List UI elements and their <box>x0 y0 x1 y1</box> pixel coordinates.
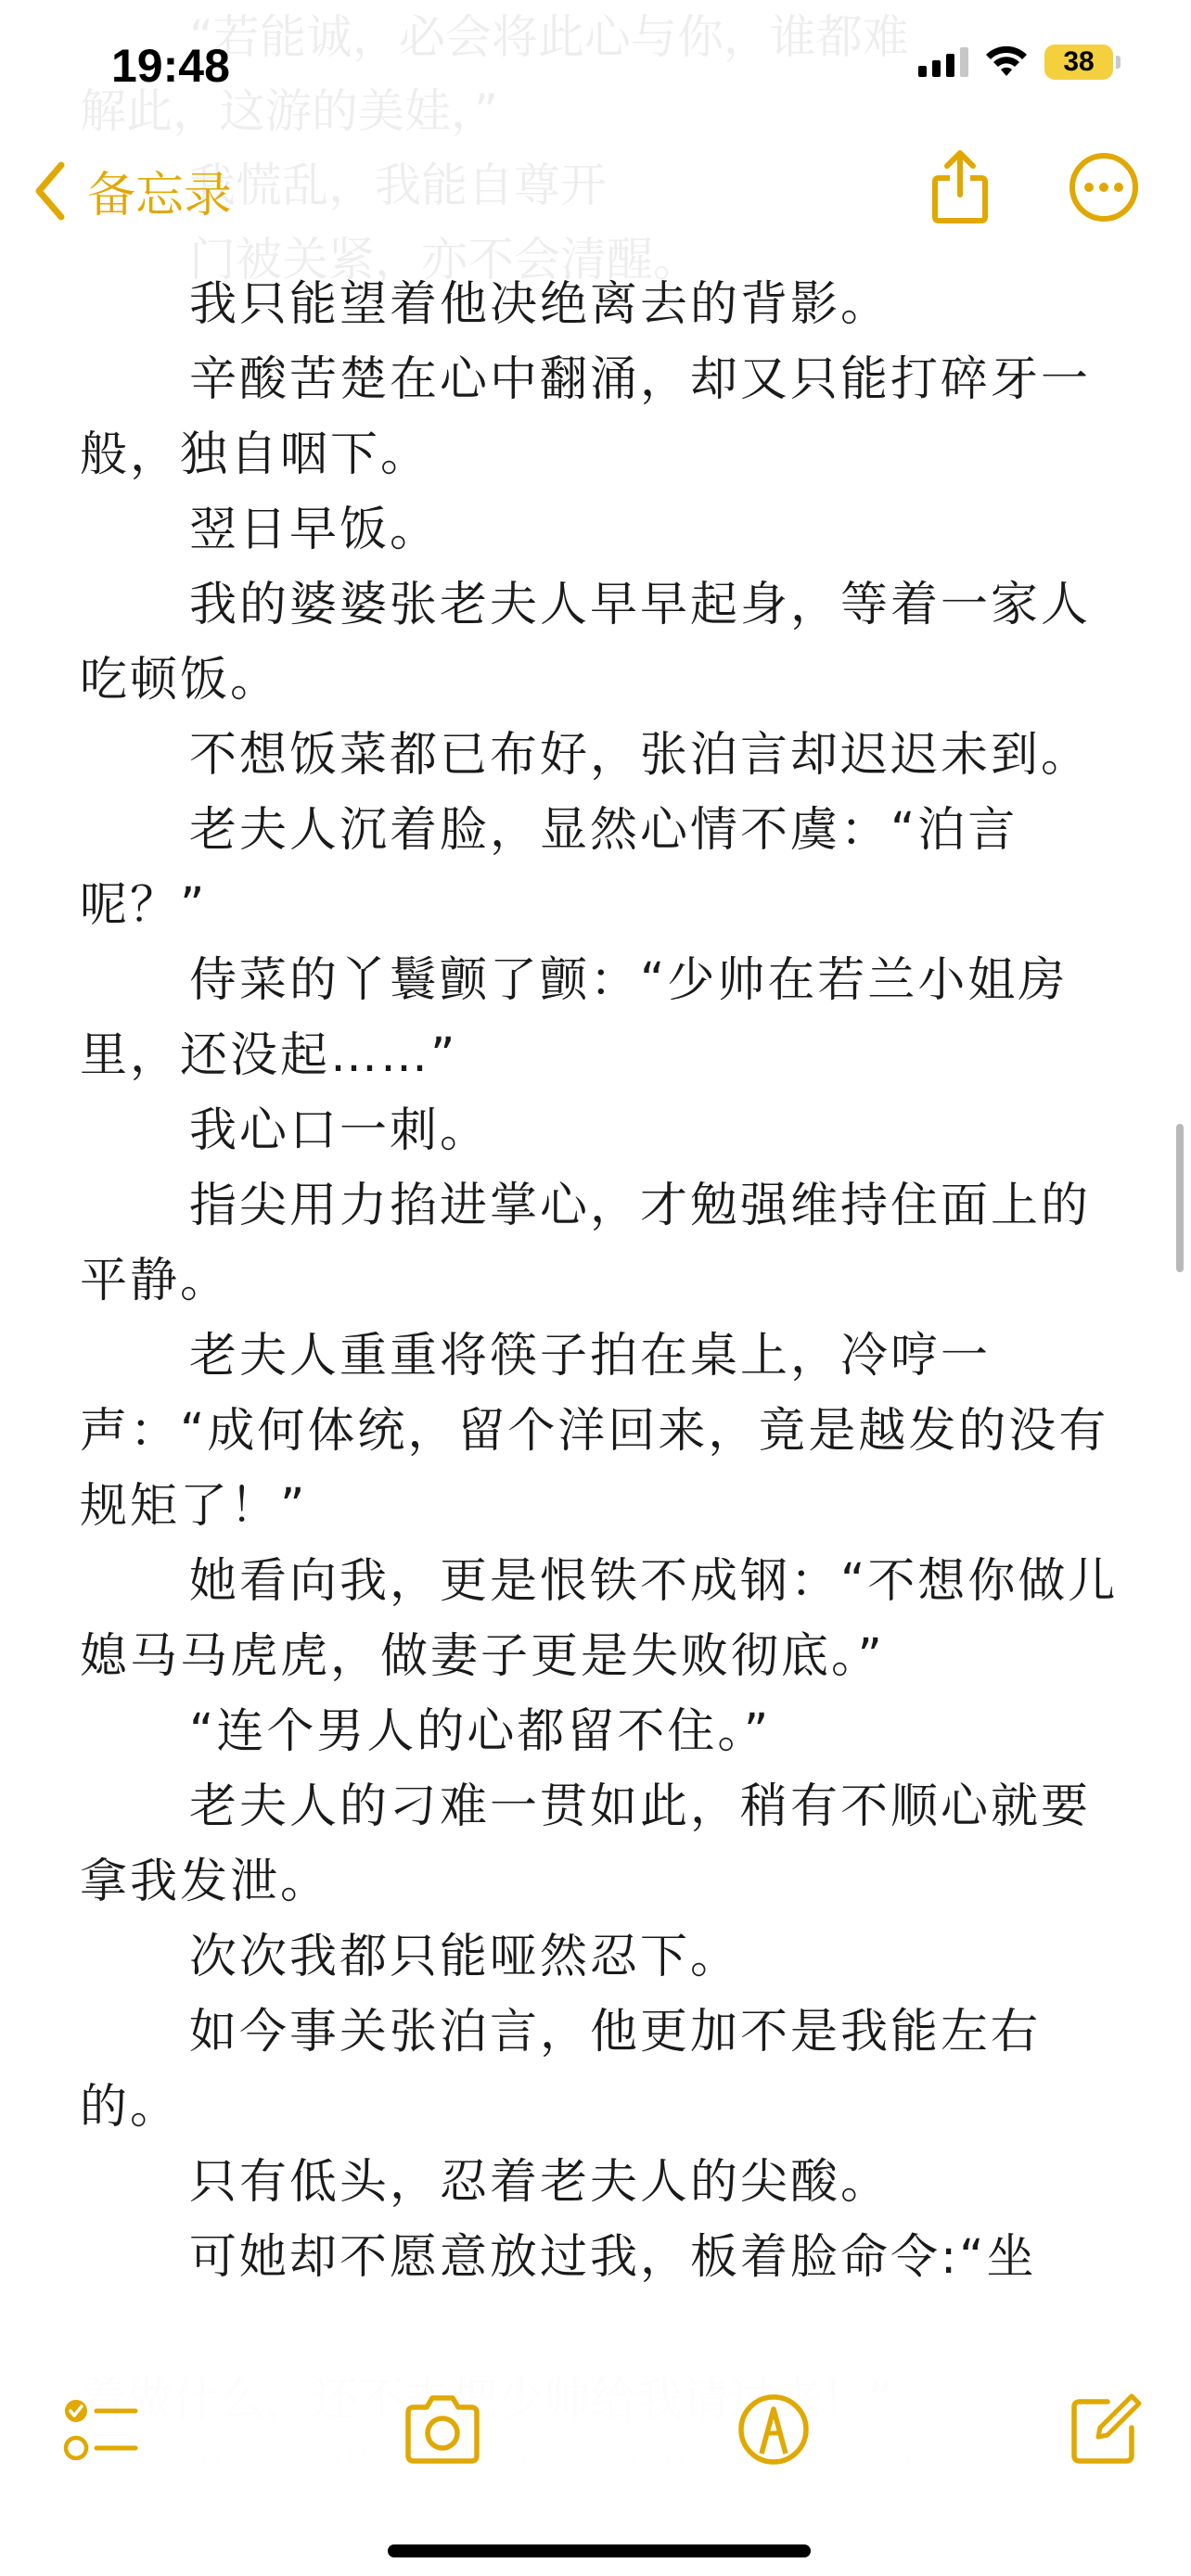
note-paragraph[interactable]: 翌日早饭。 <box>189 503 441 557</box>
note-paragraph[interactable]: 指尖用力掐进掌心，才勉强维持住面上的平静。 <box>80 1179 1092 1308</box>
faded-text-line: 我慌乱，我能自尊开 <box>189 159 607 212</box>
nav-actions <box>929 148 1139 226</box>
bottom-toolbar <box>0 2392 1191 2476</box>
share-icon[interactable] <box>929 148 991 226</box>
note-paragraph[interactable]: 不想饭菜都已布好，张泊言却迟迟未到。 <box>189 728 1092 783</box>
faded-text-line: “若能诚，必会将此心与你，谁都难 <box>189 10 909 64</box>
camera-icon[interactable] <box>401 2392 484 2467</box>
status-time: 19:48 <box>111 40 230 92</box>
note-paragraph[interactable]: 辛酸苦楚在心中翻涌，却又只能打碎牙一般，独自咽下。 <box>80 352 1092 482</box>
nav-bar <box>0 148 1191 260</box>
checklist-icon[interactable] <box>61 2392 139 2470</box>
faded-text-line: 解此，这游的美娃，” <box>80 84 498 138</box>
note-paragraph[interactable]: 老夫人沉着脸，显然心情不虞：“泊言呢？” <box>80 803 1018 933</box>
scroll-indicator[interactable] <box>1176 1124 1184 1272</box>
wifi-icon <box>985 46 1028 78</box>
status-bar <box>0 0 1191 130</box>
note-paragraph[interactable]: 我只能望着他决绝离去的背影。 <box>189 277 891 332</box>
home-indicator[interactable] <box>388 2544 811 2557</box>
note-paragraph[interactable]: 如今事关张泊言，他更加不是我能左右的。 <box>80 2005 1042 2135</box>
status-icons <box>918 45 1121 80</box>
markup-icon[interactable] <box>736 2392 811 2467</box>
note-paragraph[interactable]: 老夫人的刁难一贯如此，稍有不顺心就要拿我发泄。 <box>80 1779 1092 1909</box>
battery-icon <box>1044 45 1121 80</box>
note-paragraph[interactable]: 次次我都只能哑然忍下。 <box>189 1930 741 1984</box>
more-icon[interactable] <box>1069 152 1139 223</box>
chevron-left-icon <box>32 159 69 223</box>
note-paragraph[interactable]: 我的婆婆张老夫人早早起身，等着一家人吃顿饭。 <box>80 578 1092 708</box>
note-paragraph[interactable]: 只有低头，忍着老夫人的尖酸。 <box>189 2155 891 2210</box>
note-paragraph[interactable]: 老夫人重重将筷子拍在桌上，冷哼一声：“成何体统，留个洋回来，竟是越发的没有规矩了！” <box>80 1329 1109 1534</box>
note-paragraph[interactable]: “连个男人的心都留不住。” <box>189 1704 772 1759</box>
note-paragraph[interactable]: 可她却不愿意放过我，板着脸命令:“坐 <box>189 2230 1037 2285</box>
note-paragraph[interactable]: 她看向我，更是恨铁不成钢：“不想你做儿媳马马虎虎，做妻子更是失败彻底。” <box>80 1554 1119 1684</box>
back-button[interactable] <box>32 156 232 225</box>
note-paragraph[interactable]: 侍菜的丫鬟颤了颤：“少帅在若兰小姐房里，还没起……” <box>80 953 1069 1083</box>
back-label: 备忘录 <box>87 168 233 223</box>
note-paragraph[interactable]: 我心口一刺。 <box>189 1103 491 1158</box>
cellular-signal-icon <box>918 47 968 77</box>
faded-text-line: 门被关紧，亦不会清醒。 <box>189 233 699 287</box>
battery-level: 38 <box>1044 45 1113 80</box>
note-body[interactable] <box>80 267 1128 2295</box>
compose-icon[interactable] <box>1067 2392 1143 2468</box>
